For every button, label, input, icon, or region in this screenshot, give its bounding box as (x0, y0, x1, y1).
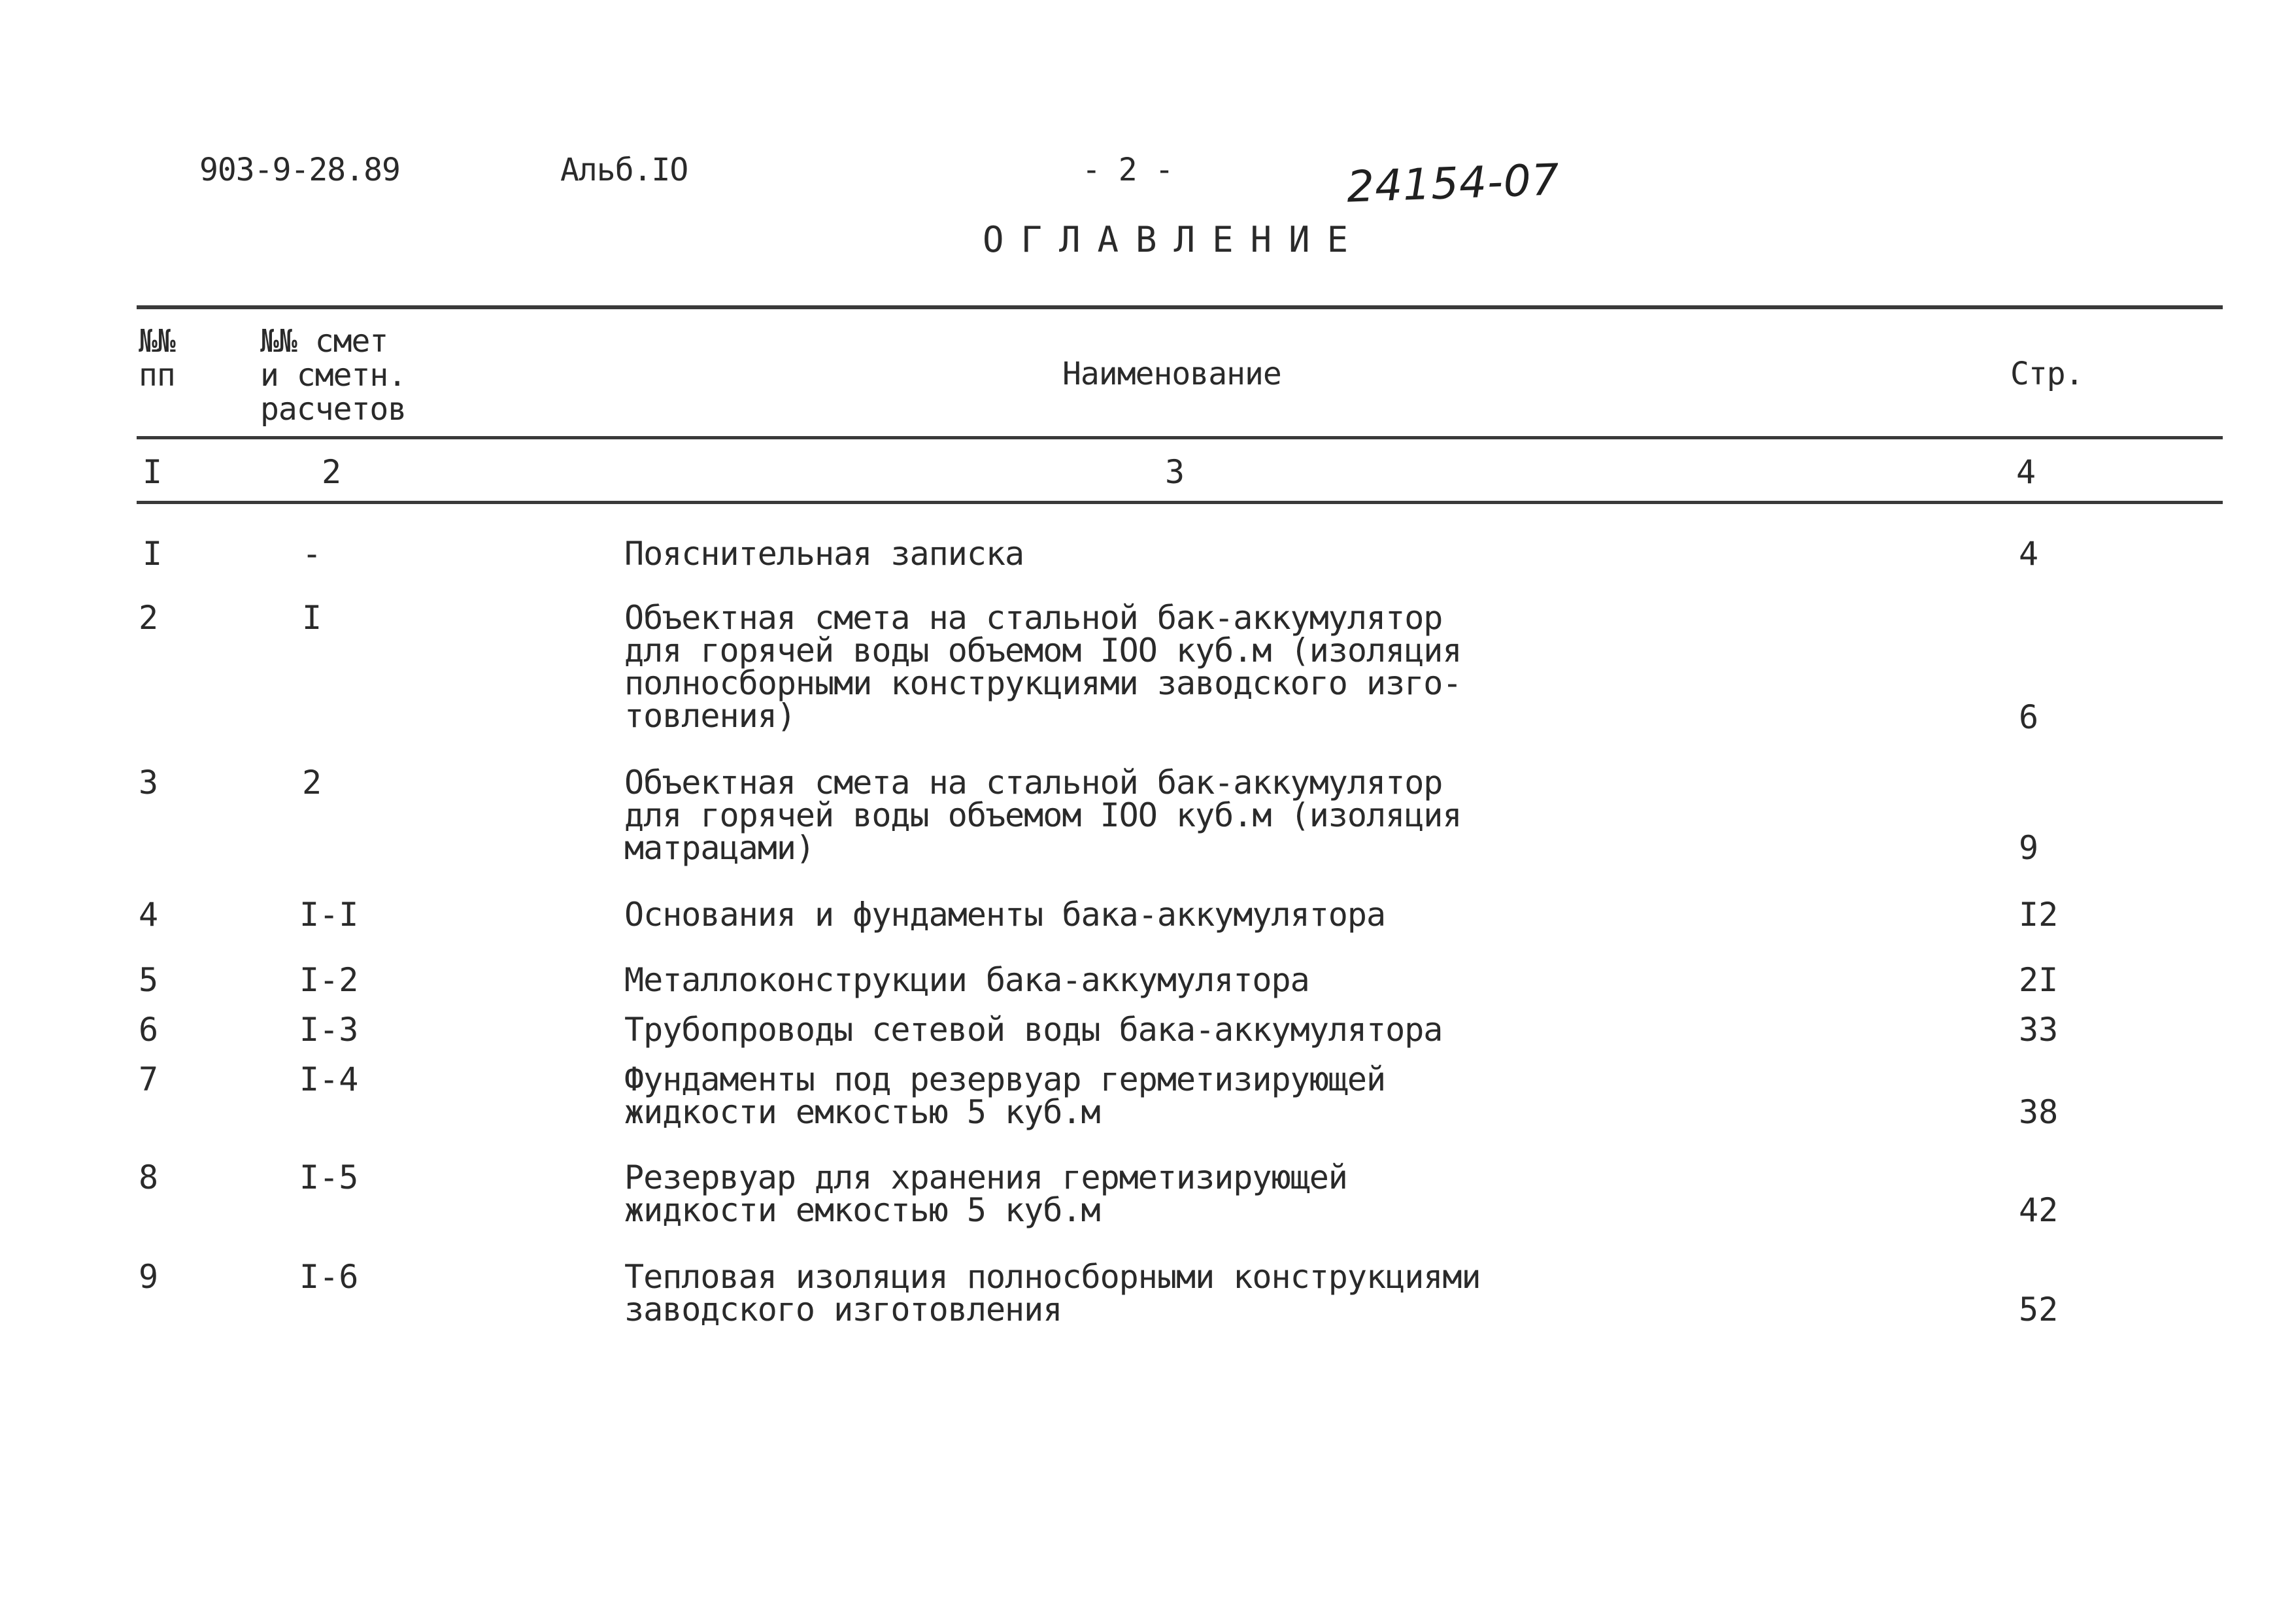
row-page: 4 (2019, 535, 2039, 573)
handwritten-inventory-number: 24154-07 (1345, 154, 1560, 212)
page-title: ОГЛАВЛЕНИЕ (983, 219, 1366, 260)
row-page: 9 (2019, 829, 2039, 867)
row-number: 3 (139, 764, 159, 802)
row-name: Тепловая изоляция полносборными конструкциями заводского изготовления (624, 1258, 1481, 1328)
row-name: Основания и фундаменты бака-аккумулятора (624, 896, 1386, 934)
row-estimate: I-4 (299, 1060, 359, 1098)
row-estimate: I-5 (299, 1159, 359, 1196)
table-top-rule (137, 305, 2223, 309)
row-estimate: I-2 (299, 961, 359, 999)
row-name: Объектная смета на стальной бак-аккумулятор для горячей воды объемом IOO куб.м (изоляция полносборными конструкциями заводского изго- товления) (624, 599, 1462, 735)
row-estimate: I-3 (299, 1011, 359, 1049)
column-header-number: №№ пп (139, 323, 175, 394)
row-number: 9 (139, 1258, 159, 1296)
row-name: Металлоконструкции бака-аккумулятора (624, 961, 1309, 999)
column-number-2: 2 (322, 453, 342, 491)
column-header-name: Наименование (1062, 356, 1281, 392)
row-estimate: I (302, 599, 322, 637)
row-page: 2I (2019, 961, 2059, 999)
row-name: Трубопроводы сетевой воды бака-аккумулятора (624, 1011, 1443, 1049)
row-estimate: - (302, 535, 322, 573)
column-header-estimate: №№ смет и сметн. расчетов (260, 323, 407, 428)
row-name: Фундаменты под резервуар герметизирующей жидкости емкостью 5 куб.м (624, 1060, 1386, 1131)
row-name: Пояснительная записка (624, 535, 1024, 573)
row-estimate: 2 (302, 764, 322, 802)
row-page: I2 (2019, 896, 2059, 934)
row-name: Объектная смета на стальной бак-аккумулятор для горячей воды объемом IOO куб.м (изоляция матрацами) (624, 764, 1462, 867)
row-page: 6 (2019, 698, 2039, 736)
album-number: Альб.IO (560, 152, 688, 188)
column-number-1: I (143, 453, 163, 491)
row-number: 5 (139, 961, 159, 999)
row-number: 6 (139, 1011, 159, 1049)
row-page: 38 (2019, 1093, 2059, 1131)
row-number: 2 (139, 599, 159, 637)
row-number: 4 (139, 896, 159, 934)
column-numbers-rule (137, 501, 2223, 504)
header-bottom-rule (137, 436, 2223, 439)
document-code: 903-9-28.89 (199, 152, 400, 188)
page-number: - 2 - (1082, 152, 1173, 188)
column-number-4: 4 (2016, 453, 2036, 491)
row-name: Резервуар для хранения герметизирующей жидкости емкостью 5 куб.м (624, 1159, 1347, 1229)
row-number: I (143, 535, 163, 573)
row-number: 8 (139, 1159, 159, 1196)
row-page: 42 (2019, 1191, 2059, 1229)
row-page: 33 (2019, 1011, 2059, 1049)
row-page: 52 (2019, 1291, 2059, 1328)
row-estimate: I-6 (299, 1258, 359, 1296)
column-header-page: Стр. (2010, 356, 2083, 392)
column-number-3: 3 (1165, 453, 1185, 491)
row-number: 7 (139, 1060, 159, 1098)
row-estimate: I-I (299, 896, 359, 934)
